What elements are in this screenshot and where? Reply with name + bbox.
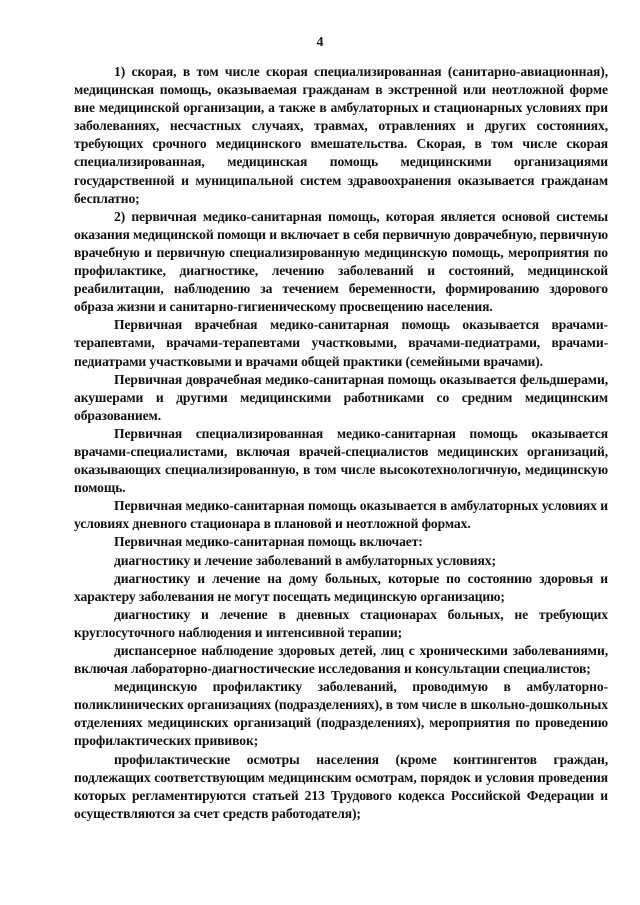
paragraph-pre-physician-care: Первичная доврачебная медико-санитарная помощь оказывается фельдшерами, акушерами и другими медицинскими работниками со средним медицинским образованием. xyxy=(74,371,608,423)
paragraph-specialized-primary-care: Первичная специализированная медико-санитарная помощь оказывается врачами-специалистами, включая врачей-специалистов медицинских организаций, оказывающих специализированную, в том числе высокотехнологичную, медицинскую помощь. xyxy=(74,425,608,496)
list-item-disease-prevention: медицинскую профилактику заболеваний, проводимую в амбулаторно-поликлинических организациях (подразделениях), в том числе в школьно-дошкольных отделениях медицинских организаций (подразделениях), мероприятия по проведению профилактических прививок; xyxy=(74,679,608,749)
paragraph-primary-physician-care: Первичная врачебная медико-санитарная помощь оказывается врачами-терапевтами, врачами-терапевтами участковыми, врачами-педиатрами, врачами-педиатрами участковыми и врачами общей практики (семейными врачами). xyxy=(74,317,608,369)
paragraph-care-includes: Первичная медико-санитарная помощь включает: xyxy=(114,534,423,550)
paragraph-care-conditions: Первичная медико-санитарная помощь оказывается в амбулаторных условиях и условиях дневного стационара в плановой и неотложной формах. xyxy=(74,498,608,532)
list-item-home-treatment: диагностику и лечение на дому больных, которые по состоянию здоровья и характеру заболевания не могут посещать медицинскую организацию; xyxy=(74,570,608,604)
paragraph-primary-care: 2) первичная медико-санитарная помощь, которая является основой системы оказания медицинской помощи и включает в себя первичную доврачебную, первичную врачебную и первичную специализированную медицинскую помощь, мероприятия по профилактике, диагностике, лечению заболеваний и состояний, медицинской реабилитации, наблюдению за течением беременности, формированию здорового образа жизни и санитарно-гигиеническому просвещению населения. xyxy=(74,208,608,315)
list-item-day-hospital: диагностику и лечение в дневных стационарах больных, не требующих круглосуточного наблюдения и интенсивной терапии; xyxy=(74,606,608,640)
list-item-preventive-examinations: профилактические осмотры населения (кроме контингентов граждан, подлежащих соответствующим медицинским осмотрам, порядок и условия проведения которых регламентируются статьей 213 Трудового кодекса Российской Федерации и осуществляются за счет средств работодателя); xyxy=(74,751,608,821)
paragraph-emergency-care: 1) скорая, в том числе скорая специализированная (санитарно-авиационная), медицинская помощь, оказываемая гражданам в экстренной или неотложной форме вне медицинской организации, а также в амбулаторных и стационарных условиях при заболеваниях, несчастных случаях, травмах, отравлениях и других состояниях, требующих срочного медицинского вмешательства. Скорая, в том числе скорая специализированная, медицинская помощь медицинскими организациями государственной и муниципальной систем здравоохранения оказывается гражданам бесплатно; xyxy=(74,64,608,206)
list-item-dispensary-observation: диспансерное наблюдение здоровых детей, лиц с хроническими заболеваниями, включая лабораторно-диагностические исследования и консультации специалистов; xyxy=(74,643,608,677)
document-body xyxy=(74,63,608,823)
list-item-outpatient-diagnostics: диагностику и лечение заболеваний в амбулаторных условиях; xyxy=(114,552,496,568)
page-number: 4 xyxy=(316,35,324,50)
